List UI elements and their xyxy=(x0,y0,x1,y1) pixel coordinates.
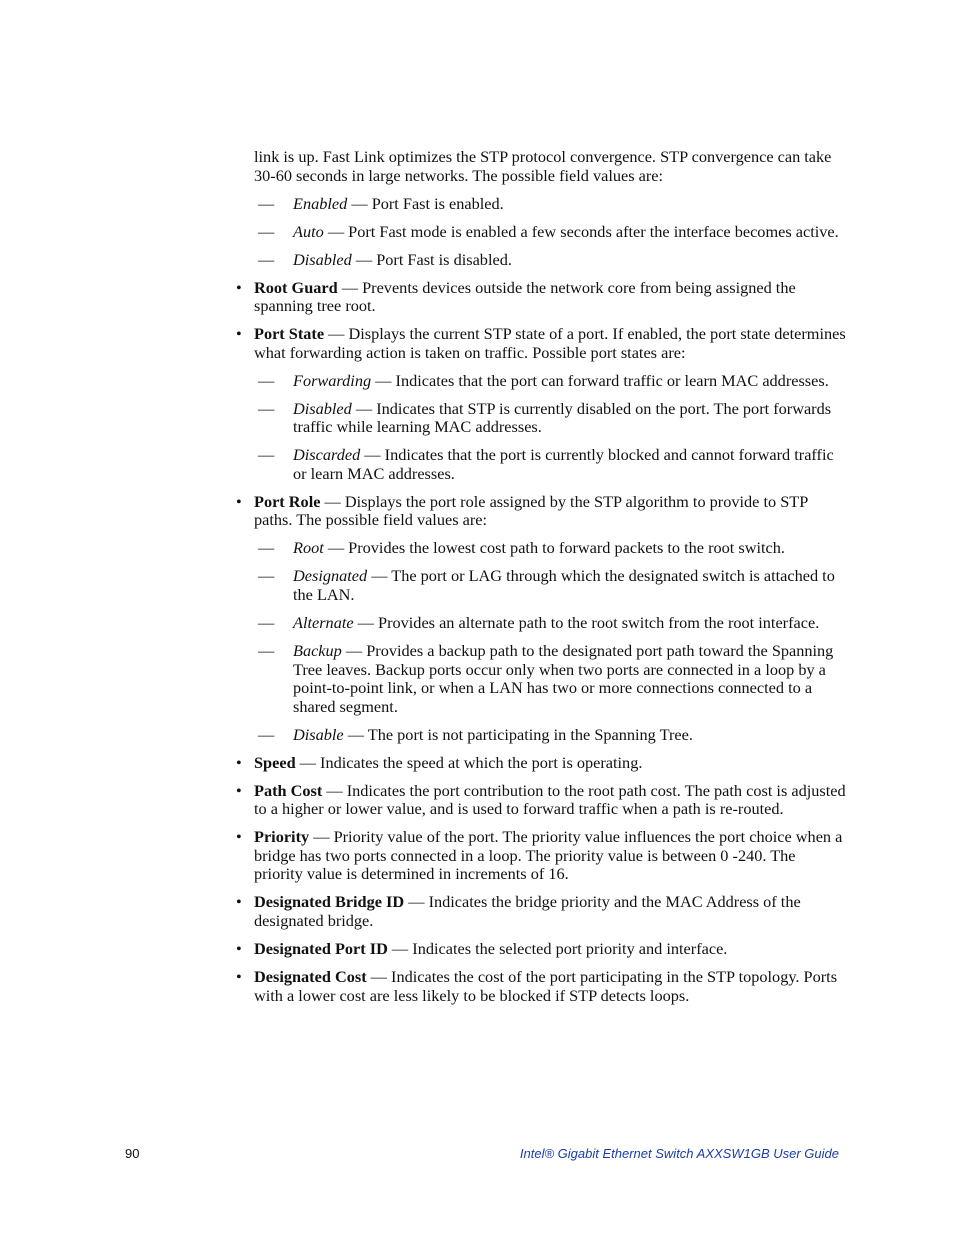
bullet-term: Designated Port ID xyxy=(254,939,388,959)
item-text: — Port Fast is enabled. xyxy=(347,193,504,213)
item-text: — The port is not participating in the Spanning Tree. xyxy=(343,724,693,744)
item-term: Backup xyxy=(293,640,342,660)
item-term: Auto xyxy=(293,221,324,241)
list-item xyxy=(258,193,846,214)
dash-marker: — xyxy=(258,538,275,558)
bullet-term: Port State xyxy=(254,324,325,344)
speed-bullet xyxy=(236,752,846,773)
bullet-marker: • xyxy=(236,780,242,800)
designated-port-id-bullet xyxy=(236,939,846,959)
root-guard-bullet xyxy=(236,277,846,316)
item-text: — Provides the lowest cost path to forward packets to the root switch. xyxy=(323,538,785,558)
port-role-bullet xyxy=(236,491,846,530)
list-item xyxy=(258,612,846,633)
item-term: Disabled xyxy=(293,249,352,269)
dash-marker: — xyxy=(258,566,275,586)
list-item xyxy=(258,445,846,483)
list-item xyxy=(258,249,846,270)
item-text: — Indicates that the port is currently blocked and cannot forward traffic or learn MAC addresses. xyxy=(293,445,834,483)
document-body xyxy=(236,147,846,1015)
footer-guide-title: Intel® Gigabit Ethernet Switch AXXSW1GB User Guide xyxy=(519,1146,839,1161)
dash-marker: — xyxy=(258,193,275,213)
bullet-text: — Prevents devices outside the network core from being assigned the spanning tree root. xyxy=(254,277,796,316)
page-number: 90 xyxy=(125,1146,140,1161)
list-item xyxy=(258,398,846,437)
item-text: — Provides a backup path to the designated port path toward the Spanning Tree leaves. Backup ports occur only when two ports are connected in a loop by a point-to-point link, or when a LAN has two or more connections connected to a shared segment. xyxy=(293,640,834,716)
dash-marker: — xyxy=(258,724,275,744)
bullet-term: Designated Cost xyxy=(254,967,367,986)
item-term: Disable xyxy=(293,724,344,744)
item-term: Root xyxy=(293,538,324,558)
bullet-term: Designated Bridge ID xyxy=(254,892,405,912)
item-text: — The port or LAG through which the designated switch is attached to the LAN. xyxy=(293,566,835,604)
bullet-marker: • xyxy=(236,892,242,912)
bullet-marker: • xyxy=(236,967,242,986)
bullet-marker: • xyxy=(236,827,242,847)
bullet-marker: • xyxy=(236,752,242,772)
intro-paragraph: link is up. Fast Link optimizes the STP protocol convergence. STP convergence can take 30-60 seconds in large networks. The possible field values are: xyxy=(254,147,832,185)
bullet-text: — Indicates the speed at which the port is operating. xyxy=(295,752,643,772)
bullet-text: — Indicates the bridge priority and the MAC Address of the designated bridge. xyxy=(254,892,801,931)
bullet-marker: • xyxy=(236,277,242,297)
list-item xyxy=(258,724,846,745)
bullet-term: Priority xyxy=(254,827,310,847)
item-term: Forwarding xyxy=(293,370,372,390)
bullet-term: Speed xyxy=(254,752,296,772)
dash-marker: — xyxy=(258,398,275,418)
bullet-marker: • xyxy=(236,939,242,959)
dash-marker: — xyxy=(258,445,275,465)
dash-marker: — xyxy=(258,249,275,269)
bullet-term: Port Role xyxy=(254,491,321,511)
item-text: — Indicates that STP is currently disabled on the port. The port forwards traffic while learning MAC addresses. xyxy=(293,398,832,437)
bullet-marker: • xyxy=(236,324,242,344)
path-cost-bullet xyxy=(236,780,846,819)
bullet-text: — Indicates the port contribution to the root path cost. The path cost is adjusted to a higher or lower value, and is used to forward traffic when a path is re-routed. xyxy=(254,780,846,819)
item-text: — Indicates that the port can forward traffic or learn MAC addresses. xyxy=(371,370,829,390)
bullet-marker: • xyxy=(236,491,242,511)
list-item xyxy=(258,538,846,558)
bullet-term: Root Guard xyxy=(254,277,338,297)
item-term: Discarded xyxy=(293,445,361,465)
item-term: Enabled xyxy=(293,193,348,213)
list-item xyxy=(258,370,846,391)
item-text: — Port Fast mode is enabled a few seconds after the interface becomes active. xyxy=(323,221,839,241)
list-item xyxy=(258,566,846,604)
item-text: — Provides an alternate path to the root switch from the root interface. xyxy=(353,612,820,632)
dash-marker: — xyxy=(258,370,275,390)
bullet-text: — Displays the port role assigned by the STP algorithm to provide to STP paths. The possible field values are: xyxy=(254,491,808,530)
designated-cost-bullet xyxy=(236,967,846,1005)
item-term: Designated xyxy=(293,566,368,586)
bullet-text: — Priority value of the port. The priority value influences the port choice when a bridge has two ports connected in a loop. The priority value is between 0 -240. The priority value is determined in increments of 16. xyxy=(254,827,843,884)
item-text: — Port Fast is disabled. xyxy=(351,249,512,269)
bullet-text: — Displays the current STP state of a port. If enabled, the port state determines what forwarding action is taken on traffic. Possible port states are: xyxy=(254,324,846,362)
dash-marker: — xyxy=(258,640,275,660)
item-term: Disabled xyxy=(293,398,352,418)
dash-marker: — xyxy=(258,612,275,632)
bullet-text: — Indicates the selected port priority and interface. xyxy=(387,939,728,959)
port-state-bullet xyxy=(236,324,846,362)
priority-bullet xyxy=(236,827,846,884)
bullet-term: Path Cost xyxy=(254,780,323,800)
dash-marker: — xyxy=(258,221,275,241)
list-item xyxy=(258,221,846,242)
item-term: Alternate xyxy=(293,612,354,632)
designated-bridge-id-bullet xyxy=(236,892,846,931)
list-item xyxy=(258,640,846,716)
bullet-text: — Indicates the cost of the port participating in the STP topology. Ports with a lower cost are less likely to be blocked if STP detects loops. xyxy=(254,967,838,1005)
